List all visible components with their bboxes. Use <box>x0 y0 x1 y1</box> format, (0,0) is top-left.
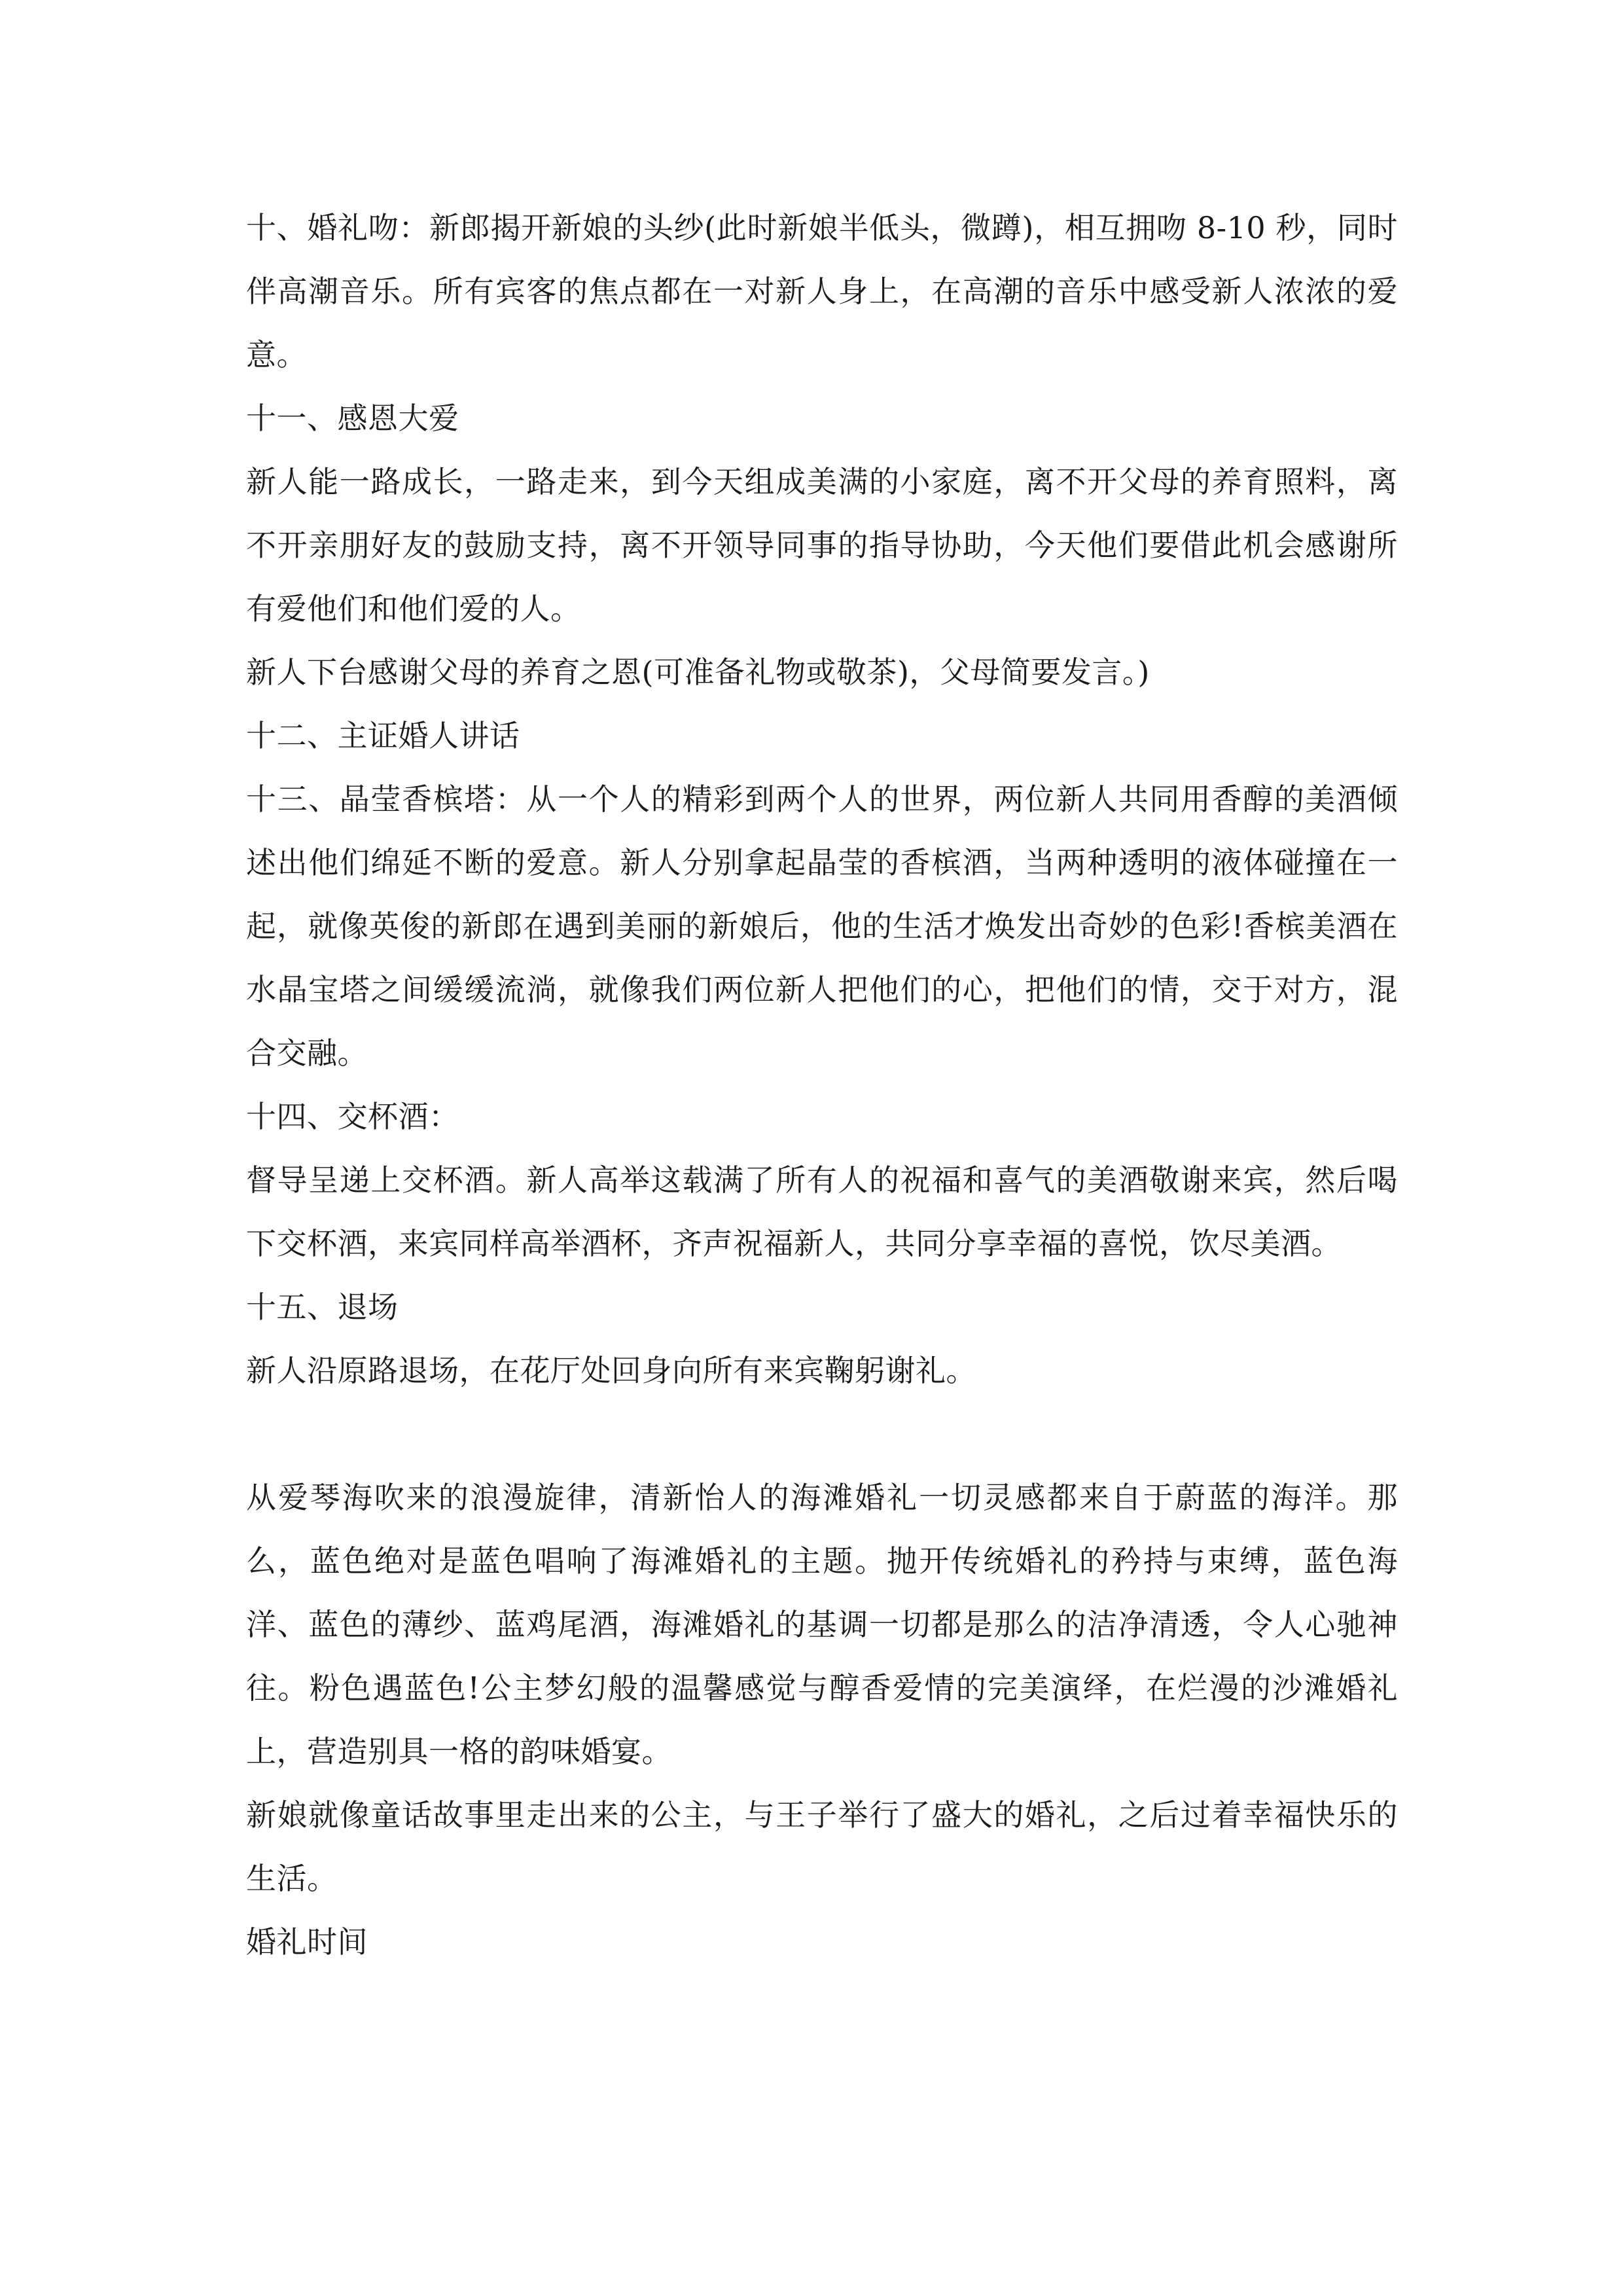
paragraph-wedding-kiss: 十、婚礼吻：新郎揭开新娘的头纱(此时新娘半低头，微蹲)，相互拥吻 8-10 秒，同时伴高潮音乐。所有宾客的焦点都在一对新人身上，在高潮的音乐中感受新人浓浓的爱意。 <box>246 210 1398 372</box>
paragraph-beach-wedding: 从爱琴海吹来的浪漫旋律，清新怡人的海滩婚礼一切灵感都来自于蔚蓝的海洋。那么，蓝色绝对是蓝色唱响了海滩婚礼的主题。抛开传统婚礼的矜持与束缚，蓝色海洋、蓝色的薄纱、蓝鸡尾酒，海滩婚礼的基调一切都是那么的洁净清透，令人心驰神往。粉色遇蓝色!公主梦幻般的温馨感觉与醇香爱情的完美演绎，在烂漫的沙滩婚礼上，营造别具一格的韵味婚宴。 <box>246 1480 1398 1769</box>
paragraph-thank-parents: 新人下台感谢父母的养育之恩(可准备礼物或敬茶)，父母简要发言。) <box>246 655 1150 690</box>
heading-cross-cup-wine: 十四、交杯酒： <box>246 1099 459 1134</box>
paragraph-fairytale-bride: 新娘就像童话故事里走出来的公主，与王子举行了盛大的婚礼，之后过着幸福快乐的生活。 <box>246 1797 1398 1896</box>
document-body <box>246 196 1398 1974</box>
blank-line <box>246 1403 1398 1466</box>
paragraph-gratitude: 新人能一路成长，一路走来，到今天组成美满的小家庭，离不开父母的养育照料，离不开亲朋好友的鼓励支持，离不开领导同事的指导协助，今天他们要借此机会感谢所有爱他们和他们爱的人。 <box>246 464 1398 626</box>
paragraph-cross-cup-wine: 督导呈递上交杯酒。新人高举这载满了所有人的祝福和喜气的美酒敬谢来宾，然后喝下交杯酒，来宾同样高举酒杯，齐声祝福新人，共同分享幸福的喜悦，饮尽美酒。 <box>246 1162 1398 1261</box>
heading-gratitude: 十一、感恩大爱 <box>246 401 459 436</box>
heading-wedding-time: 婚礼时间 <box>246 1924 368 1960</box>
heading-officiant-speech: 十二、主证婚人讲话 <box>246 718 520 753</box>
paragraph-champagne-tower: 十三、晶莹香槟塔：从一个人的精彩到两个人的世界，两位新人共同用香醇的美酒倾述出他们绵延不断的爱意。新人分别拿起晶莹的香槟酒，当两种透明的液体碰撞在一起，就像英俊的新郎在遇到美丽的新娘后，他的生活才焕发出奇妙的色彩!香槟美酒在水晶宝塔之间缓缓流淌，就像我们两位新人把他们的心，把他们的情，交于对方，混合交融。 <box>246 781 1398 1071</box>
heading-exit: 十五、退场 <box>246 1289 399 1325</box>
paragraph-exit: 新人沿原路退场，在花厅处回身向所有来宾鞠躬谢礼。 <box>246 1353 976 1388</box>
